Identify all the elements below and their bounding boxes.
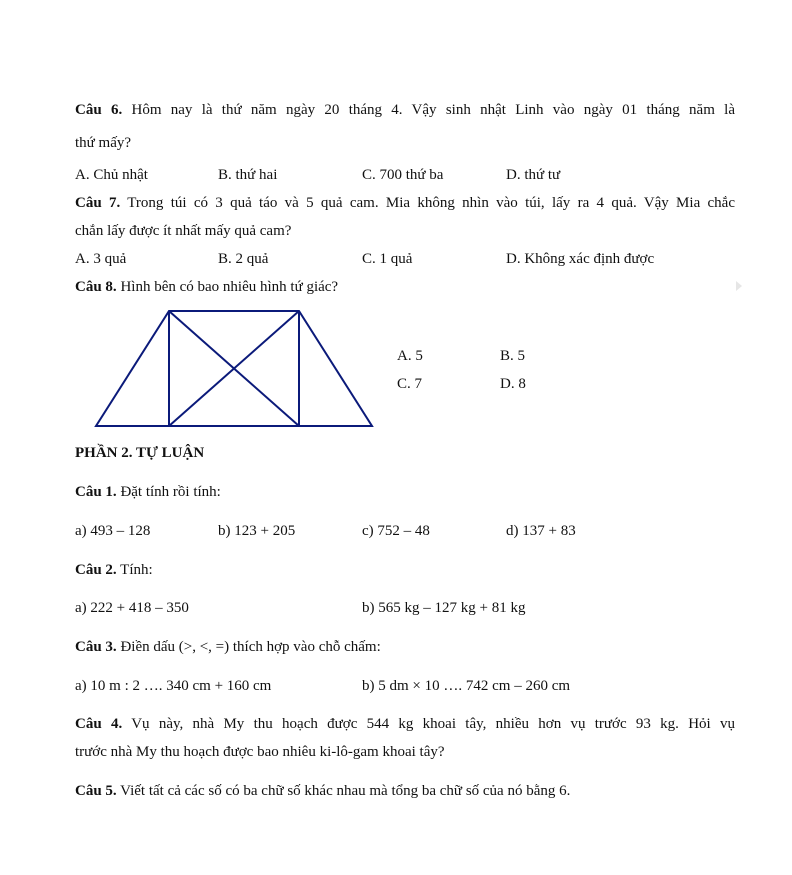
e5-label: Câu 5. (75, 783, 117, 799)
q8-text: Hình bên có bao nhiêu hình tứ giác? (120, 279, 339, 295)
q6-line2: thứ mấy? (75, 135, 132, 151)
q7-option-d: D. Không xác định được (506, 251, 655, 267)
quadrilateral-figure (90, 305, 380, 435)
e3-item-a: a) 10 m : 2 …. 340 cm + 160 cm (75, 678, 272, 694)
q6-text-1: Hôm nay là thứ năm ngày 20 tháng 4. Vậy sinh nhật Linh vào ngày 01 tháng năm là (131, 102, 735, 118)
q8-option-b: B. 5 (500, 348, 526, 364)
e1-text: Đặt tính rồi tính: (120, 484, 221, 500)
q6-option-a: A. Chủ nhật (75, 167, 148, 183)
e2-text: Tính: (120, 562, 153, 578)
e5-line (75, 781, 570, 801)
e1-line (75, 482, 221, 502)
part2-title: PHẦN 2. TỰ LUẬN (75, 445, 205, 461)
q8-option-c: C. 7 (397, 376, 423, 392)
q8-option-d: D. 8 (500, 376, 526, 392)
q7-text-1: Trong túi có 3 quả táo và 5 quả cam. Mia không nhìn vào túi, lấy ra 4 quả. Vậy Mia chắc (127, 195, 735, 211)
q8-option-a: A. 5 (397, 348, 423, 364)
play-arrow-icon (736, 281, 742, 291)
e1-label: Câu 1. (75, 484, 117, 500)
q6-option-b: B. thứ hai (218, 167, 278, 183)
q6-option-c: C. 700 thứ ba (362, 167, 444, 183)
q7-line2: chắn lấy được ít nhất mấy quả cam? (75, 223, 292, 239)
e3-label: Câu 3. (75, 639, 117, 655)
e4-label: Câu 4. (75, 716, 123, 732)
e1-item-a: a) 493 – 128 (75, 523, 151, 539)
q7-line1 (75, 193, 735, 213)
e2-line (75, 560, 153, 580)
e2-label: Câu 2. (75, 562, 117, 578)
q7-option-a: A. 3 quả (75, 251, 127, 267)
e1-item-d: d) 137 + 83 (506, 523, 576, 539)
e4-line2: trước nhà My thu hoạch được bao nhiêu ki-lô-gam khoai tây? (75, 744, 445, 760)
q7-option-b: B. 2 quả (218, 251, 269, 267)
q8-label: Câu 8. (75, 279, 117, 295)
e2-item-a: a) 222 + 418 – 350 (75, 600, 189, 616)
q7-option-c: C. 1 quả (362, 251, 413, 267)
q6-line1 (75, 100, 735, 120)
q6-option-d: D. thứ tư (506, 167, 561, 183)
e3-text: Điền dấu (>, <, =) thích hợp vào chỗ chấm: (120, 639, 381, 655)
e3-item-b: b) 5 dm × 10 …. 742 cm – 260 cm (362, 678, 571, 694)
e5-text: Viết tất cả các số có ba chữ số khác nhau mà tổng ba chữ số của nó bằng 6. (120, 783, 571, 799)
e3-line (75, 637, 381, 657)
e2-item-b: b) 565 kg – 127 kg + 81 kg (362, 600, 526, 616)
e4-text-1: Vụ này, nhà My thu hoạch được 544 kg khoai tây, nhiều hơn vụ trước 93 kg. Hỏi vụ (131, 716, 735, 732)
e1-item-b: b) 123 + 205 (218, 523, 296, 539)
q8-line (75, 277, 338, 297)
q7-label: Câu 7. (75, 195, 121, 211)
e4-line1 (75, 714, 735, 734)
q6-label: Câu 6. (75, 102, 123, 118)
e1-item-c: c) 752 – 48 (362, 523, 430, 539)
